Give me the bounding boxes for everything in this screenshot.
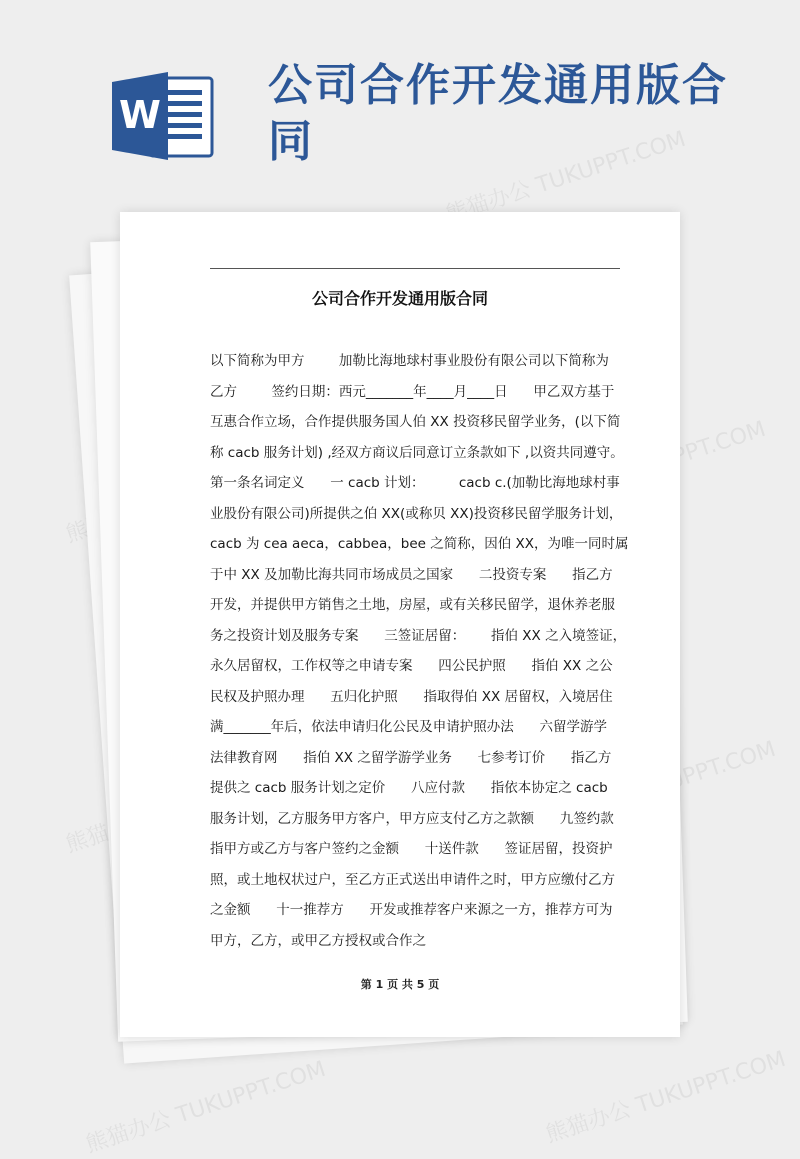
body-line: 服务计划，乙方服务甲方客户，甲方应支付乙方之款额 九签约款 [210, 810, 614, 827]
body-line: 法律教育网 指伯 XX 之留学游学业务 七参考订价 指乙方 [210, 749, 612, 766]
document-page [120, 212, 680, 1037]
header-rule [210, 268, 620, 269]
body-line: 满_______年后，依法申请归化公民及申请护照办法 六留学游学 [210, 719, 607, 735]
watermark: TUKUPPT.COM [613, 416, 769, 489]
watermark: 熊猫办公 TUKUPPT.COM [542, 1046, 789, 1148]
body-line: 互惠合作立场，合作提供服务国人伯 XX 投资移民留学业务，(以下简 [210, 414, 621, 430]
word-icon [110, 70, 216, 162]
body-line: 乙方 签约日期：西元_______年____月____日 甲乙双方基于 [210, 383, 615, 400]
body-line: 民权及护照办理 五归化护照 指取得伯 XX 居留权，入境居住 [210, 688, 613, 705]
body-line: 第一条名词定义 一 cacb 计划： cacb c.(加勒比海地球村事 [210, 475, 620, 491]
body-line: 开发，并提供甲方销售之土地，房屋，或有关移民留学，退休养老服 [210, 597, 615, 613]
body-line: 于中 XX 及加勒比海共同市场成员之国家 二投资专案 指乙方 [210, 566, 613, 583]
body-line: 以下简称为甲方 加勒比海地球村事业股份有限公司以下简称为 [210, 353, 609, 369]
body-line: 提供之 cacb 服务计划之定价 八应付款 指依本协定之 cacb [210, 780, 608, 796]
watermark: 熊猫办公 TUKUPPT.COM [82, 1056, 329, 1158]
page-footer: 第 1 页 共 5 页 [360, 978, 440, 991]
body-line: 业股份有限公司)所提供之伯 XX(或称贝 XX)投资移民留学服务计划， [210, 505, 623, 522]
svg-text:W: W [119, 93, 161, 137]
page-title: 公司合作开发通用版合同 [311, 289, 488, 308]
watermark: 熊猫办公 TUKUPPT.COM [442, 126, 689, 228]
watermark: TUKUPPT.COM [623, 736, 779, 809]
body-line: 永久居留权，工作权等之申请专案 四公民护照 指伯 XX 之公 [210, 658, 613, 674]
body-line: 之金额 十一推荐方 开发或推荐客户来源之一方，推荐方可为 [210, 902, 613, 918]
body-line: 照，或土地权状过户，至乙方正式送出申请件之时，甲方应缴付乙方 [210, 871, 615, 888]
body-line: 称 cacb 服务计划) ,经双方商议后同意订立条款如下 ,以资共同遵守。 [210, 444, 624, 461]
document-body [210, 346, 630, 956]
document-heading: 公司合作开发通用版合同 [268, 60, 728, 167]
body-line: 指甲方或乙方与客户签约之金额 十送件款 签证居留，投资护 [210, 841, 613, 857]
body-line: cacb 为 cea aeca，cabbea，bee 之简称，因伯 XX，为唯一同时属 [210, 536, 629, 552]
body-line: 甲方，乙方，或甲乙方授权或合作之 [210, 932, 426, 949]
body-line: 务之投资计划及服务专案 三签证居留： 指伯 XX 之入境签证， [210, 627, 627, 644]
